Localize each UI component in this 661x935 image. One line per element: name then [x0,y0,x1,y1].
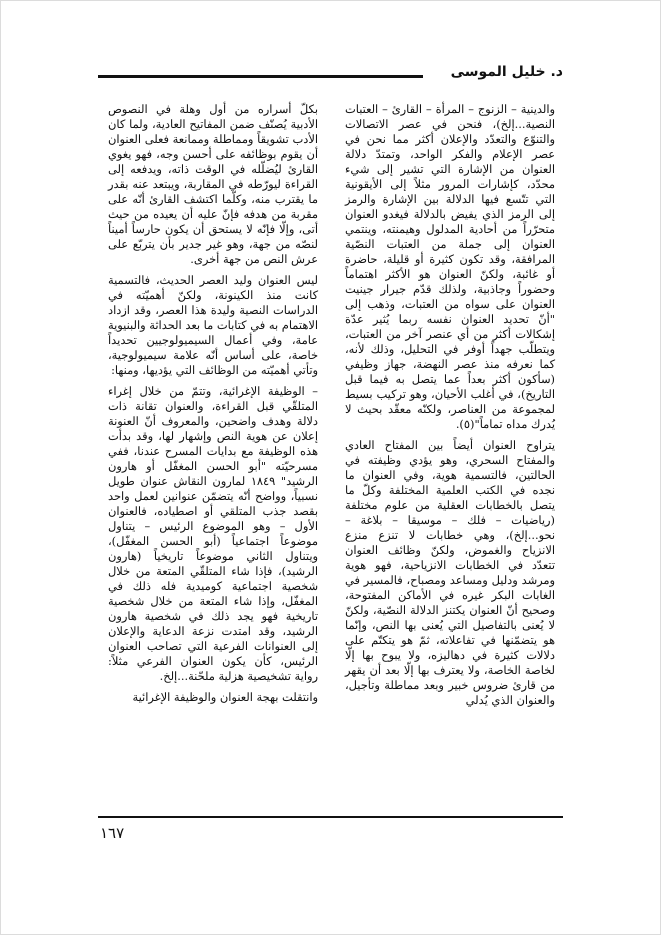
text-column-left [108,102,318,705]
header-rule [98,75,423,78]
paragraph: يتراوح العنوان أيضاً بين المفتاح العادي والمفتاح السحري، وهو يؤدي وظيفته في الحالتين، فالتسمية هوية، وفي العنوان ما نجده في الكتب العلمية المختلفة وكلّ ما يتصل بالخطابات العقلية من علوم مختلفة (رياضيات – فلك – موسيقا – بلاغة – نحو...إلخ)، وهي خطابات لا تنزع منزع الانزياح والغموض، ولكنّ وظائف العنوان تتعدّد في الخطابات الانزياحية، فهو هوية ومرشد ودليل ومساعد ومصباح، فالمسير في الغابات البكر غيره في الأماكن المفتوحة، وصحيح أنّ العنوان يكتنز الدلالة النصّية، ولكنّ لا يُعنى بالتفاصيل التي يُعنى بها النص، وإنّما هو يتضمّنها في تفاعلاته، ثمّ هو يتكتّم على دلالات كثيرة في دهاليزه، ولا يبوح بها إلّا لخاصة الخاصة، ولا يعترف بها إلّا بعد أن يقهر من قارئ ضروس خبير وبعد مماطلة وتأجيل، والعنوان الذي يُدلي [345,438,555,707]
paragraph: بكلّ أسراره من أول وهلة في النصوص الأدبية يُصنّف ضمن المفاتيح العادية، ولما كان الأدب تشويقاً ومماطلة وممانعة فعلى العنوان أن يقوم بوظائفه على أحسن وجه، فهو يغوي القارئ ليُضلّله في الوقت ذاته، ويدفعه إلى القراءة ليورّطه في المقاربة، ويبتعد عنه بقدر ما يقترب منه، وكلّما اكتشف القارئ أنّه على مقربة من هدفه فإنّ عليه أن يعيده من حيث أتى، وإلّا فإنّه لا يستحق أن يكون حارساً أميناً لنصّه من جهة، وهو غير جدير بأن يتربّع على عرش النص من جهة أخرى. [108,102,318,266]
paragraph: ليس العنوان وليد العصر الحديث، فالتسمية كانت منذ الكينونة، ولكنّ أهميّته في الدراسات النصية وليدة هذا العصر، وقد ازداد الاهتمام به في كتابات ما بعد الحداثة والبنيوية عامة، وفي أعمال السيميولوجيين تحديداً خاصة، على أساس أنّه علامة سيميولوجية، وتأتي أهميّته من الوظائف التي يؤديها، ومنها: [108,273,318,377]
running-header [98,64,563,82]
footer-rule [98,816,563,818]
text-column-right [345,102,555,708]
page-number: ١٦٧ [100,824,125,842]
paragraph: والدينية – الزنوج – المرأة – القارئ – العتبات النصية...إلخ)، فنحن في عصر الاتصالات والتنوّع والتعدّد والإعلان أكثر مما نحن في عصر الإعلام والفكر الواحد، وتمتدّ دلالة العنوان من الإشارة التي تشير إلى شيء محدّد، كإشارات المرور مثلاً إلى الأيقونية التي تتّسع فيها الدلالة بين الإشارة والرمز إلى الرمز الذي يفيض بالدلالة فيغدو العنوان متحرّراً من أحادية المدلول وهيمنته، وينتمي العنوان إلى جملة من العتبات النصّية المرافقة، وقد تكون كثيرة أو قليلة، حاضرة أو غائبة، ولكنّ العنوان هو الأكثر اهتماماً وحضوراً وجاذبية، ولذلك قدّم جيرار جينيت العنوان على سواه من العتبات، وذهب إلى "أنّ تحديد العنوان نفسه ربما يُثير عدّة إشكالات أكثر من أي عنصر آخر من العتبات، ويتطلّب جهداً أوفر في التحليل، وذلك لأنه، كما نعرفه منذ عصر النهضة، جهاز وظيفي (سأكون أكثر بعداً عما يتصل به فيما قبل التاريخ)، في أغلب الأحيان، وهو تركيب بسيط لمجموعة من العناصر، ولكنّه معقّد بحيث لا يُدرك مداه تماماً"(٥). [345,102,555,431]
author-name: د. خليل الموسى [450,64,563,80]
paragraph: – الوظيفة الإغرائية، وتتمّ من خلال إغراء المتلقّي قبل القراءة، والعنوان تقانة ذات دلالة وهدف واضحين، والمعروف أنّ العنونة إعلان عن هوية النص وإشهار لها، وقد بدأت هذه الوظيفة مع بدايات المسرح عندنا، ففي مسرحيّته "أبو الحسن المغفّل أو هارون الرشيد" ١٨٤٩ لمارون النقاش عنوان طويل نسبياً، وواضح أنّه يتضمّن عنوانين لعمل واحد بقصد جذب المتلقي أو اصطياده، فالعنوان الأول – وهو الموضوع الرئيس – يتناول موضوعاً اجتماعياً (أبو الحسن المغفّل)، ويتناول الثاني موضوعاً تاريخياً (هارون الرشيد)، فإذا شاء المتلقّي المتعة من خلال شخصية اجتماعية كوميدية فله ذلك في المغفّل، وإذا شاء المتعة من خلال شخصية تاريخية فهو يجد ذلك في شخصية هارون الرشيد، وقد امتدت نزعة الدعاية والإعلان إلى العنوانات الفرعية التي تصاحب العنوان الرئيس، كأن يكون العنوان الفرعي مثلاً: رواية تشخيصية هزلية ملحّنة...إلخ. [108,384,318,683]
paragraph: وانتقلت بهجة العنوان والوظيفة الإغرائية [132,690,318,704]
